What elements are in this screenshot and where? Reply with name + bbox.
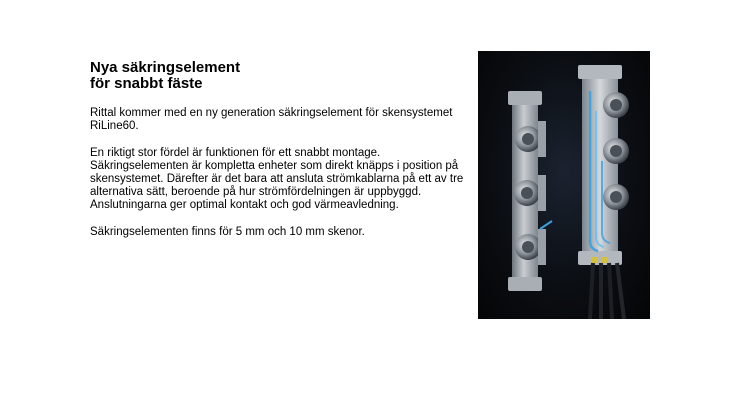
product-photo	[478, 51, 650, 319]
article-paragraph-2: En riktigt stor fördel är funktionen för ett snabbt montage. Säkringselementen är kompletta enheter som direkt knäpps i position på skensystemet. Därefter är det bara att ansluta strömkablarna på ett av tre alternativa sätt, beroende på hur strömfördelningen är uppbyggd. Anslutningarna ger optimal kontakt och god värmeavledning.	[90, 147, 464, 211]
fuse-elements-illustration	[478, 51, 650, 319]
power-cables	[590, 263, 624, 319]
article-title	[90, 60, 468, 92]
article	[90, 60, 468, 253]
article-paragraph-3: Säkringselementen finns för 5 mm och 10 mm skenor.	[90, 226, 365, 238]
article-title-line-2: för snabbt fäste	[90, 75, 203, 92]
left-fuse-element	[508, 91, 552, 291]
article-paragraph-1: Rittal kommer med en ny generation säkringselement för skensystemet RiLine60.	[90, 107, 453, 132]
article-title-line-1: Nya säkringselement	[90, 59, 241, 76]
right-fuse-element	[578, 65, 629, 265]
